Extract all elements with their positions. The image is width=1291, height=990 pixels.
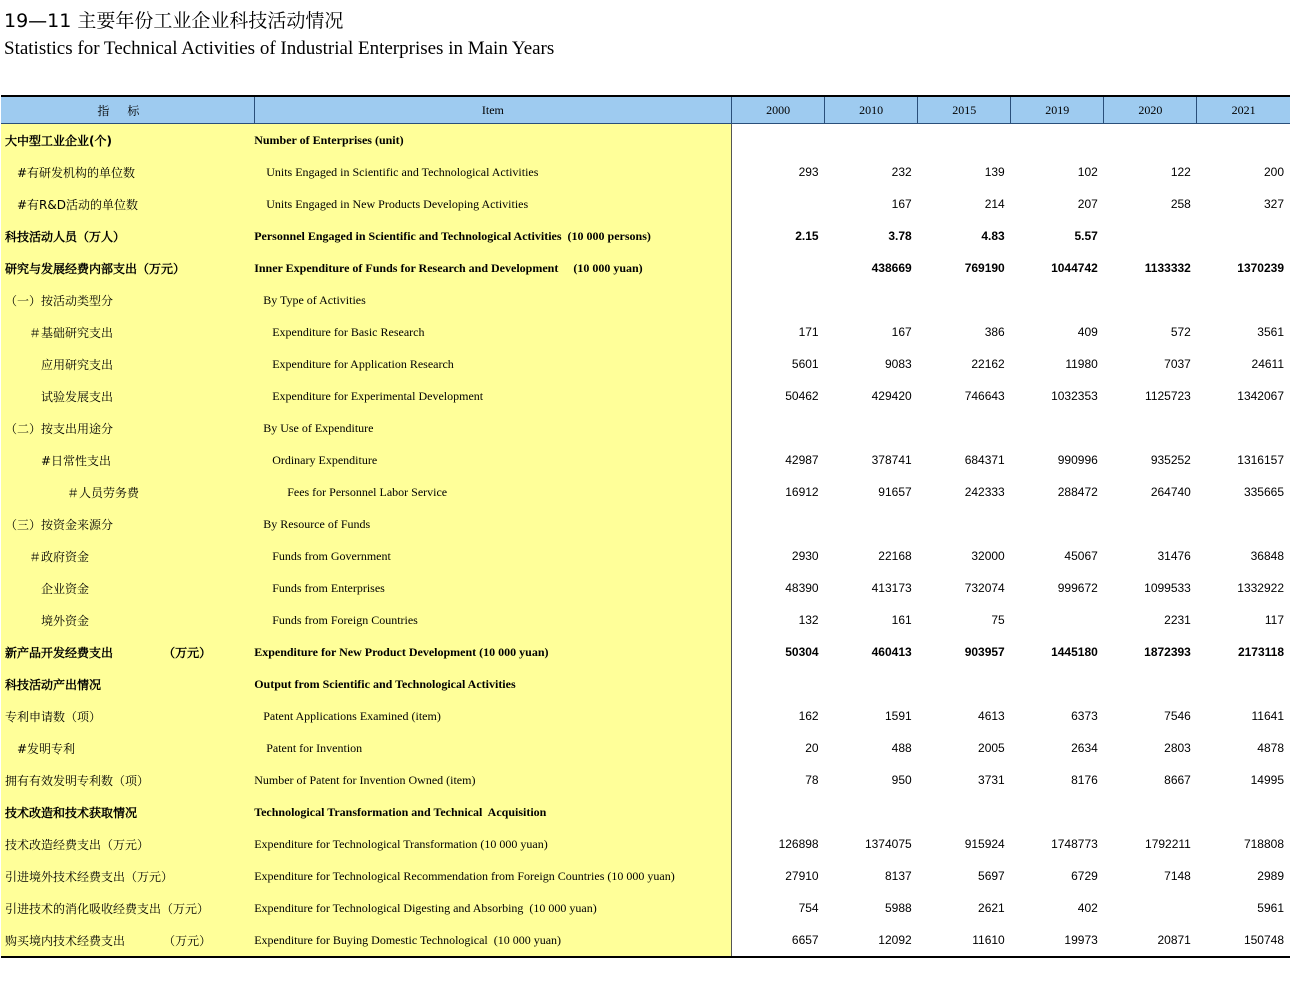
value-cell-2010: 232 [891, 165, 912, 179]
value-cell-2019 [1011, 604, 1104, 636]
table-row [1, 380, 1290, 412]
value-cell-2010: 488 [891, 741, 912, 755]
row-label-en: Inner Expenditure of Funds for Research and Development (10 000 yuan) [254, 252, 731, 284]
value-cell-2000: 6657 [732, 924, 825, 957]
value-cell-2000: 171 [798, 325, 819, 339]
table-row [1, 188, 1290, 220]
page-title-chinese: 19—11 主要年份工业企业科技活动情况 [4, 10, 344, 32]
value-cell-2010: 460413 [871, 645, 912, 659]
value-cell-2010 [825, 508, 918, 540]
table-row [1, 476, 1290, 508]
value-cell-2015: 746643 [964, 389, 1005, 403]
value-cell-2021: 117 [1264, 613, 1284, 627]
value-cell-2019: 8176 [1071, 773, 1098, 787]
value-cell-2000 [732, 796, 825, 828]
row-label-cn: ＃政府资金 [1, 540, 254, 572]
table-row [1, 604, 1290, 636]
value-cell-2000: 5601 [791, 357, 819, 371]
value-cell-2000: 50304 [785, 645, 819, 659]
row-label-cn: 引进境外技术经费支出（万元） [1, 860, 254, 892]
value-cell-2021: 200 [1263, 165, 1284, 179]
row-label-en: Units Engaged in New Products Developing Activities [254, 188, 731, 220]
value-cell-2015: 4613 [978, 709, 1005, 723]
value-cell-2020: 2231 [1164, 613, 1191, 627]
value-cell-2020: 7546 [1164, 709, 1191, 723]
row-label-en: Ordinary Expenditure [254, 444, 731, 476]
value-cell-2020: 1133332 [1144, 261, 1191, 275]
value-cell-2019: 1044742 [1051, 261, 1098, 275]
value-cell-2015: 11610 [918, 924, 1011, 957]
value-cell-2000: 27910 [785, 869, 819, 883]
row-label-en: Expenditure for Technological Digesting and Absorbing (10 000 yuan) [254, 892, 731, 924]
value-cell-2021: 1370239 [1237, 261, 1284, 275]
table-body [1, 124, 1290, 958]
value-cell-2021: 11641 [1251, 709, 1284, 723]
page-title-english: Statistics for Technical Activities of Industrial Enterprises in Main Years [4, 38, 555, 59]
row-label-cn: 境外资金 [1, 604, 254, 636]
value-cell-2019: 402 [1077, 901, 1098, 915]
row-label-cn: 研究与发展经费内部支出（万元） [1, 252, 254, 284]
table-row [1, 348, 1290, 380]
table-row [1, 124, 1290, 157]
value-cell-2010: 413173 [871, 581, 912, 595]
table-row [1, 444, 1290, 476]
row-label-cn: 企业资金 [1, 572, 254, 604]
row-label-cn: 应用研究支出 [1, 348, 254, 380]
row-label-en: Expenditure for Buying Domestic Technological (10 000 yuan) [254, 924, 731, 957]
row-label-en: Funds from Government [254, 540, 731, 572]
table-row [1, 572, 1290, 604]
value-cell-2015: 903957 [964, 645, 1005, 659]
row-label-cn: #有研发机构的单位数 [1, 156, 254, 188]
value-cell-2010: 12092 [825, 924, 918, 957]
value-cell-2000: 132 [798, 613, 819, 627]
value-cell-2021: 3561 [1257, 325, 1284, 339]
value-cell-2015: 2005 [978, 741, 1005, 755]
value-cell-2020 [1104, 412, 1197, 444]
row-label-en: Expenditure for Technological Recommendation from Foreign Countries (10 000 yuan) [254, 860, 731, 892]
row-label-cn: （三）按资金来源分 [1, 508, 254, 540]
value-cell-2021 [1197, 796, 1290, 828]
value-cell-2020: 572 [1170, 325, 1191, 339]
row-label-en: Output from Scientific and Technological Activities [254, 668, 731, 700]
value-cell-2015 [918, 796, 1011, 828]
value-cell-2010: 1374075 [864, 837, 912, 851]
row-label-en: Expenditure for Experimental Development [254, 380, 731, 412]
row-label-en: Personnel Engaged in Scientific and Technological Activities (10 000 persons) [254, 220, 731, 252]
value-cell-2015: 684371 [964, 453, 1005, 467]
value-cell-2015: 732074 [964, 581, 1005, 595]
value-cell-2021 [1197, 124, 1290, 157]
value-cell-2010: 9083 [884, 357, 912, 371]
row-label-en: Expenditure for New Product Development (10 000 yuan) [254, 636, 731, 668]
value-cell-2020: 258 [1170, 197, 1191, 211]
value-cell-2000 [732, 252, 825, 284]
row-label-en: Expenditure for Basic Research [254, 316, 731, 348]
value-cell-2015: 386 [984, 325, 1005, 339]
value-cell-2020: 31476 [1157, 549, 1191, 563]
value-cell-2019 [1011, 412, 1104, 444]
value-cell-2000 [732, 284, 825, 316]
value-cell-2015: 4.83 [981, 229, 1005, 243]
table-row [1, 412, 1290, 444]
value-cell-2015: 32000 [971, 549, 1005, 563]
row-label-cn: 技术改造和技术获取情况 [1, 796, 254, 828]
value-cell-2020: 8667 [1164, 773, 1191, 787]
value-cell-2019: 6373 [1071, 709, 1098, 723]
value-cell-2010: 429420 [871, 389, 912, 403]
row-label-cn: 拥有有效发明专利数（项） [1, 764, 254, 796]
value-cell-2019 [1011, 796, 1104, 828]
value-cell-2021 [1197, 220, 1290, 252]
value-cell-2019 [1011, 124, 1104, 157]
value-cell-2010: 438669 [871, 261, 912, 275]
value-cell-2019: 11980 [1065, 357, 1098, 371]
value-cell-2000: 16912 [785, 485, 819, 499]
value-cell-2000: 20 [805, 741, 819, 755]
header-year: 2010 [825, 96, 918, 124]
value-cell-2015: 3731 [978, 773, 1005, 787]
table-row [1, 828, 1290, 860]
value-cell-2019: 409 [1077, 325, 1098, 339]
row-label-en: By Resource of Funds [254, 508, 731, 540]
header-year: 2015 [918, 96, 1011, 124]
value-cell-2015: 242333 [964, 485, 1005, 499]
value-cell-2021 [1197, 668, 1290, 700]
value-cell-2020: 1099533 [1144, 581, 1191, 595]
value-cell-2000: 2930 [791, 549, 819, 563]
value-cell-2019: 207 [1077, 197, 1098, 211]
value-cell-2000 [732, 412, 825, 444]
row-label-en: Expenditure for Application Research [254, 348, 731, 380]
table-row [1, 700, 1290, 732]
value-cell-2010: 167 [891, 325, 912, 339]
value-cell-2019: 6729 [1071, 869, 1098, 883]
value-cell-2020: 7148 [1164, 869, 1191, 883]
row-label-en: Funds from Enterprises [254, 572, 731, 604]
value-cell-2021: 327 [1263, 197, 1284, 211]
value-cell-2015: 75 [991, 613, 1005, 627]
row-label-cn: #发明专利 [1, 732, 254, 764]
row-label-en: Fees for Personnel Labor Service [254, 476, 731, 508]
value-cell-2020 [1104, 508, 1197, 540]
value-cell-2010: 950 [891, 773, 912, 787]
value-cell-2020: 20871 [1104, 924, 1197, 957]
value-cell-2019: 990996 [1057, 453, 1098, 467]
value-cell-2020 [1104, 668, 1197, 700]
row-label-cn: ＃人员劳务费 [1, 476, 254, 508]
header-indicator-cn: 指标 [1, 96, 254, 124]
table-row [1, 156, 1290, 188]
row-label-en: Patent Applications Examined (item) [254, 700, 731, 732]
header-year: 2021 [1197, 96, 1290, 124]
row-label-cn: 科技活动产出情况 [1, 668, 254, 700]
row-label-cn: ＃基础研究支出 [1, 316, 254, 348]
value-cell-2019: 288472 [1057, 485, 1098, 499]
value-cell-2019: 1748773 [1051, 837, 1098, 851]
value-cell-2015 [918, 124, 1011, 157]
value-cell-2000: 50462 [785, 389, 819, 403]
row-label-cn: 引进技术的消化吸收经费支出（万元） [1, 892, 254, 924]
value-cell-2020 [1104, 220, 1197, 252]
value-cell-2015: 2621 [978, 901, 1005, 915]
value-cell-2020: 1792211 [1145, 837, 1191, 851]
value-cell-2000: 293 [798, 165, 819, 179]
value-cell-2021 [1197, 508, 1290, 540]
value-cell-2021: 14995 [1250, 773, 1284, 787]
value-cell-2015 [918, 412, 1011, 444]
table-header [1, 96, 1290, 124]
row-label-cn: #日常性支出 [1, 444, 254, 476]
value-cell-2000 [732, 124, 825, 157]
value-cell-2020: 1125723 [1145, 389, 1191, 403]
value-cell-2019: 1032353 [1051, 389, 1098, 403]
value-cell-2010: 3.78 [888, 229, 912, 243]
table-row [1, 796, 1290, 828]
row-label-cn: #有R&D活动的单位数 [1, 188, 254, 220]
header-year: 2000 [732, 96, 825, 124]
row-label-en: Technological Transformation and Technical Acquisition [254, 796, 731, 828]
value-cell-2010 [825, 284, 918, 316]
row-label-cn: 技术改造经费支出（万元） [1, 828, 254, 860]
value-cell-2010 [825, 668, 918, 700]
table-row [1, 668, 1290, 700]
value-cell-2010 [825, 124, 918, 157]
value-cell-2021: 1332922 [1237, 581, 1284, 595]
value-cell-2019: 999672 [1057, 581, 1098, 595]
value-cell-2021: 1342067 [1237, 389, 1284, 403]
table-row [1, 764, 1290, 796]
value-cell-2019: 102 [1077, 165, 1098, 179]
value-cell-2021: 2173118 [1237, 645, 1284, 659]
table-row [1, 252, 1290, 284]
value-cell-2020 [1104, 284, 1197, 316]
statistics-table [1, 95, 1290, 958]
value-cell-2010: 5988 [884, 901, 912, 915]
value-cell-2000: 42987 [785, 453, 819, 467]
row-label-en: Number of Enterprises (unit) [254, 124, 731, 157]
table-row [1, 924, 1290, 957]
table-row [1, 540, 1290, 572]
value-cell-2015 [918, 668, 1011, 700]
value-cell-2010: 161 [891, 613, 912, 627]
value-cell-2000: 2.15 [795, 229, 819, 243]
value-cell-2010: 91657 [878, 485, 912, 499]
value-cell-2000: 754 [798, 901, 819, 915]
value-cell-2015: 139 [984, 165, 1005, 179]
value-cell-2000: 48390 [785, 581, 819, 595]
row-label-cn: （二）按支出用途分 [1, 412, 254, 444]
value-cell-2021: 5961 [1257, 901, 1284, 915]
row-label-cn: 购买境内技术经费支出 （万元） [1, 924, 254, 957]
table-row [1, 892, 1290, 924]
value-cell-2021: 718808 [1243, 837, 1284, 851]
value-cell-2000: 162 [798, 709, 819, 723]
table-row [1, 220, 1290, 252]
value-cell-2021: 150748 [1197, 924, 1290, 957]
row-label-en: Number of Patent for Invention Owned (item) [254, 764, 731, 796]
value-cell-2015 [918, 508, 1011, 540]
value-cell-2015 [918, 284, 1011, 316]
value-cell-2020: 122 [1170, 165, 1191, 179]
table-row [1, 508, 1290, 540]
value-cell-2020: 935252 [1150, 453, 1191, 467]
value-cell-2021 [1197, 284, 1290, 316]
value-cell-2020: 264740 [1150, 485, 1191, 499]
row-label-cn: 新产品开发经费支出 （万元） [1, 636, 254, 668]
row-label-en: Patent for Invention [254, 732, 731, 764]
value-cell-2015: 5697 [978, 869, 1005, 883]
value-cell-2015: 214 [984, 197, 1005, 211]
value-cell-2020: 7037 [1164, 357, 1191, 371]
table-row [1, 732, 1290, 764]
value-cell-2000: 78 [805, 773, 819, 787]
value-cell-2000 [732, 668, 825, 700]
value-cell-2019: 5.57 [1074, 229, 1098, 243]
value-cell-2019 [1011, 668, 1104, 700]
value-cell-2015: 22162 [971, 357, 1005, 371]
value-cell-2015: 769190 [964, 261, 1005, 275]
value-cell-2020 [1104, 796, 1197, 828]
value-cell-2010: 8137 [884, 869, 912, 883]
row-label-en: By Use of Expenditure [254, 412, 731, 444]
value-cell-2010: 22168 [878, 549, 912, 563]
header-year: 2019 [1011, 96, 1104, 124]
value-cell-2021 [1197, 412, 1290, 444]
header-year: 2020 [1104, 96, 1197, 124]
value-cell-2019: 19973 [1011, 924, 1104, 957]
value-cell-2019: 2634 [1071, 741, 1098, 755]
value-cell-2020 [1104, 892, 1197, 924]
row-label-en: Funds from Foreign Countries [254, 604, 731, 636]
value-cell-2010 [825, 796, 918, 828]
value-cell-2000: 126898 [778, 837, 819, 851]
value-cell-2000 [732, 508, 825, 540]
value-cell-2020: 1872393 [1144, 645, 1191, 659]
table-row [1, 860, 1290, 892]
value-cell-2021: 2989 [1257, 869, 1284, 883]
value-cell-2021: 1316157 [1237, 453, 1284, 467]
value-cell-2000 [732, 188, 825, 220]
value-cell-2015: 915924 [964, 837, 1005, 851]
value-cell-2019: 45067 [1064, 549, 1098, 563]
row-label-en: Units Engaged in Scientific and Technological Activities [254, 156, 731, 188]
value-cell-2010 [825, 412, 918, 444]
row-label-en: By Type of Activities [254, 284, 731, 316]
table-row [1, 316, 1290, 348]
row-label-cn: （一）按活动类型分 [1, 284, 254, 316]
row-label-cn: 试验发展支出 [1, 380, 254, 412]
value-cell-2010: 1591 [884, 709, 912, 723]
header-item-en: Item [254, 96, 731, 124]
row-label-en: Expenditure for Technological Transformation (10 000 yuan) [254, 828, 731, 860]
table-row [1, 636, 1290, 668]
value-cell-2010: 378741 [871, 453, 912, 467]
value-cell-2021: 4878 [1257, 741, 1284, 755]
value-cell-2019: 1445180 [1051, 645, 1098, 659]
value-cell-2020: 2803 [1164, 741, 1191, 755]
value-cell-2021: 24611 [1251, 357, 1284, 371]
table-row [1, 284, 1290, 316]
header-row [1, 96, 1290, 124]
row-label-cn: 专利申请数（项） [1, 700, 254, 732]
row-label-cn: 科技活动人员（万人） [1, 220, 254, 252]
value-cell-2019 [1011, 284, 1104, 316]
value-cell-2019 [1011, 508, 1104, 540]
value-cell-2010: 167 [891, 197, 912, 211]
value-cell-2020 [1104, 124, 1197, 157]
value-cell-2021: 335665 [1243, 485, 1284, 499]
value-cell-2021: 36848 [1250, 549, 1284, 563]
row-label-cn: 大中型工业企业(个) [1, 124, 254, 157]
